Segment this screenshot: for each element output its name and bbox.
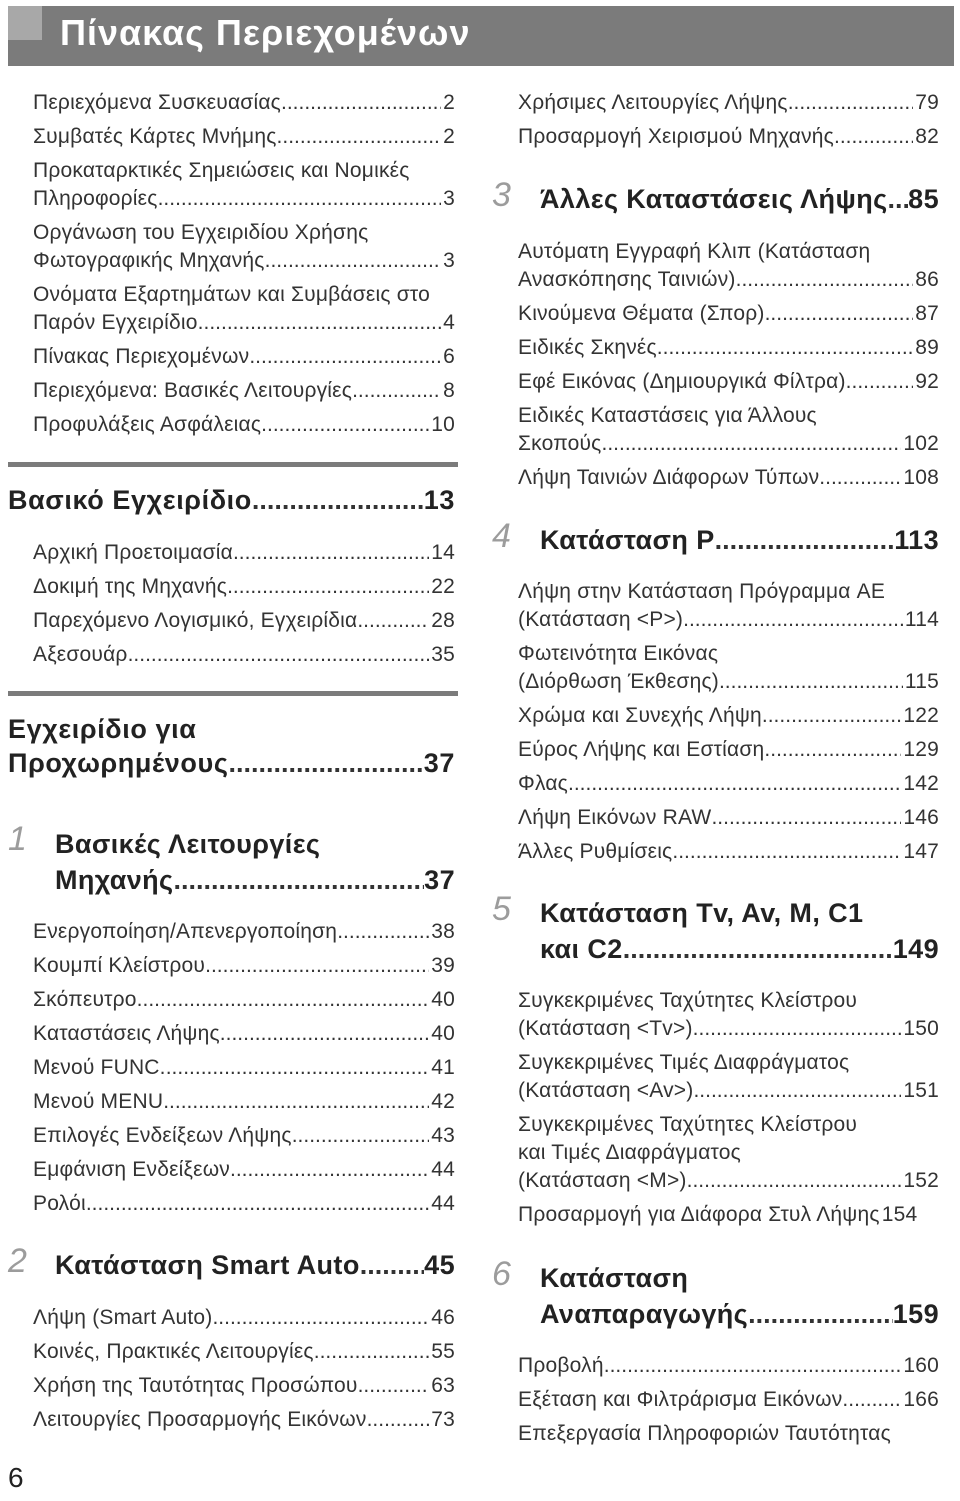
toc-entry[interactable]: Κινούμενα Θέματα (Σπορ) ..... 87 [518, 300, 939, 328]
toc-entry[interactable]: Σκόπευτρο ..... 40 [33, 986, 455, 1014]
toc-entry[interactable]: Παρεχόμενο Λογισμικό, Εγχειρίδια ..... 28 [33, 607, 455, 635]
toc-entry[interactable]: Πίνακας Περιεχομένων ..... 6 [33, 343, 455, 371]
toc-entry[interactable]: Δοκιμή της Μηχανής ..... 22 [33, 573, 455, 601]
toc-entry[interactable]: Αρχική Προετοιμασία ..... 14 [33, 539, 455, 567]
toc-entry[interactable]: Καταστάσεις Λήψης ..... 40 [33, 1020, 455, 1048]
chapter-number: 5 [492, 890, 511, 928]
toc-entry[interactable]: Εφέ Εικόνας (Δημιουργικά Φίλτρα) ..... 92 [518, 368, 939, 396]
banner-corner-decoration [8, 6, 42, 40]
toc-entry[interactable]: Χρήσιμες Λειτουργίες Λήψης ..... 79 [518, 89, 939, 117]
toc-entry[interactable]: Επεξεργασία Πληροφοριών Ταυτότητας [518, 1422, 891, 1445]
section-advanced-guide[interactable]: Εγχειρίδιο για Προχωρημένους ..... 37 [8, 712, 455, 780]
chapter-heading[interactable]: Κατάσταση Tv, Av, M, C1 και C2 ..... 149 [540, 895, 939, 967]
chapter-number: 3 [492, 176, 511, 214]
chapter-number: 6 [492, 1255, 511, 1293]
toc-entry[interactable]: Συγκεκριμένες Ταχύτητες Κλείστρου (Κατάσταση <Tv>) ..... 150 [518, 987, 939, 1043]
toc-entry[interactable]: Εύρος Λήψης και Εστίαση ..... 129 [518, 736, 939, 764]
chapter-heading[interactable]: Βασικές Λειτουργίες Μηχανής ..... 37 [55, 826, 455, 898]
toc-entry[interactable]: Αξεσουάρ ..... 35 [33, 641, 455, 669]
toc-entry[interactable]: Προκαταρκτικές Σημειώσεις και Νομικές Πληροφορίες ..... 3 [33, 157, 455, 213]
chapter-heading[interactable]: Άλλες Καταστάσεις Λήψης ..... 85 [540, 181, 939, 217]
chapter-number: 1 [8, 820, 27, 858]
toc-entry[interactable]: Λήψη (Smart Auto) ..... 46 [33, 1304, 455, 1332]
toc-entry[interactable]: Φλας ..... 142 [518, 770, 939, 798]
toc-entry[interactable]: Συγκεκριμένες Ταχύτητες Κλείστρου και Τιμές Διαφράγματος (Κατάσταση <M>) ..... 152 [518, 1111, 939, 1195]
toc-entry[interactable]: Ρολόι ..... 44 [33, 1190, 455, 1218]
toc-entry[interactable]: Λειτουργίες Προσαρμογής Εικόνων ..... 73 [33, 1406, 455, 1434]
toc-entry[interactable]: Προβολή ..... 160 [518, 1352, 939, 1380]
toc-entry[interactable]: Εμφάνιση Ενδείξεων ..... 44 [33, 1156, 455, 1184]
toc-entry[interactable]: Ονόματα Εξαρτημάτων και Συμβάσεις στο Παρόν Εγχειρίδιο ..... 4 [33, 281, 455, 337]
toc-entry[interactable]: Συμβατές Κάρτες Μνήμης ..... 2 [33, 123, 455, 151]
chapter-number: 2 [8, 1242, 27, 1280]
toc-entry[interactable]: Περιεχόμενα: Βασικές Λειτουργίες ..... 8 [33, 377, 455, 405]
toc-entry[interactable]: Μενού FUNC. ..... 41 [33, 1054, 455, 1082]
toc-entry[interactable]: Επιλογές Ενδείξεων Λήψης ..... 43 [33, 1122, 455, 1150]
toc-entry[interactable]: Αυτόματη Εγγραφή Κλιπ (Κατάσταση Ανασκόπησης Ταινιών) ..... 86 [518, 238, 939, 294]
section-divider [8, 691, 458, 696]
toc-entry[interactable]: Οργάνωση του Εγχειριδίου Χρήσης Φωτογραφικής Μηχανής ..... 3 [33, 219, 455, 275]
toc-entry[interactable]: Λήψη Ταινιών Διάφορων Τύπων ..... 108 [518, 464, 939, 492]
section-divider [8, 462, 458, 467]
page-number: 6 [8, 1462, 24, 1493]
toc-entry[interactable]: Προφυλάξεις Ασφάλειας ..... 10 [33, 411, 455, 439]
toc-entry[interactable]: Χρήση της Ταυτότητας Προσώπου ..... 63 [33, 1372, 455, 1400]
toc-entry[interactable]: Λήψη Εικόνων RAW ..... 146 [518, 804, 939, 832]
chapter-heading[interactable]: Κατάσταση Αναπαραγωγής ..... 159 [540, 1260, 939, 1332]
toc-entry[interactable]: Ενεργοποίηση/Απενεργοποίηση ..... 38 [33, 918, 455, 946]
toc-entry[interactable]: Ειδικές Σκηνές ..... 89 [518, 334, 939, 362]
section-basic-guide[interactable]: Βασικό Εγχειρίδιο ..... 13 [8, 483, 455, 517]
toc-entry[interactable]: Περιεχόμενα Συσκευασίας ..... 2 [33, 89, 455, 117]
page-title: Πίνακας Περιεχομένων [60, 12, 471, 53]
toc-entry[interactable]: Άλλες Ρυθμίσεις ..... 147 [518, 838, 939, 866]
toc-entry[interactable]: Συγκεκριμένες Τιμές Διαφράγματος (Κατάσταση <Av>) ..... 151 [518, 1049, 939, 1105]
toc-entry[interactable]: Λήψη στην Κατάσταση Πρόγραμμα AE (Κατάσταση <P>) ..... 114 [518, 578, 939, 634]
toc-entry[interactable]: Χρώμα και Συνεχής Λήψη ..... 122 [518, 702, 939, 730]
toc-entry[interactable]: Κοινές, Πρακτικές Λειτουργίες ..... 55 [33, 1338, 455, 1366]
toc-entry[interactable]: Φωτεινότητα Εικόνας (Διόρθωση Έκθεσης) ..... 115 [518, 640, 939, 696]
toc-entry[interactable]: Προσαρμογή για Διάφορα Στυλ Λήψης 154 [518, 1203, 918, 1226]
toc-entry[interactable]: Κουμπί Κλείστρου ..... 39 [33, 952, 455, 980]
chapter-number: 4 [492, 517, 511, 555]
chapter-heading[interactable]: Κατάσταση P ..... 113 [540, 522, 939, 558]
toc-entry[interactable]: Εξέταση και Φιλτράρισμα Εικόνων ..... 166 [518, 1386, 939, 1414]
toc-entry[interactable]: Μενού MENU ..... 42 [33, 1088, 455, 1116]
toc-entry[interactable]: Προσαρμογή Χειρισμού Μηχανής ..... 82 [518, 123, 939, 151]
chapter-heading[interactable]: Κατάσταση Smart Auto ..... 45 [55, 1247, 455, 1283]
toc-entry[interactable]: Ειδικές Καταστάσεις για Άλλους Σκοπούς ..... 102 [518, 402, 939, 458]
